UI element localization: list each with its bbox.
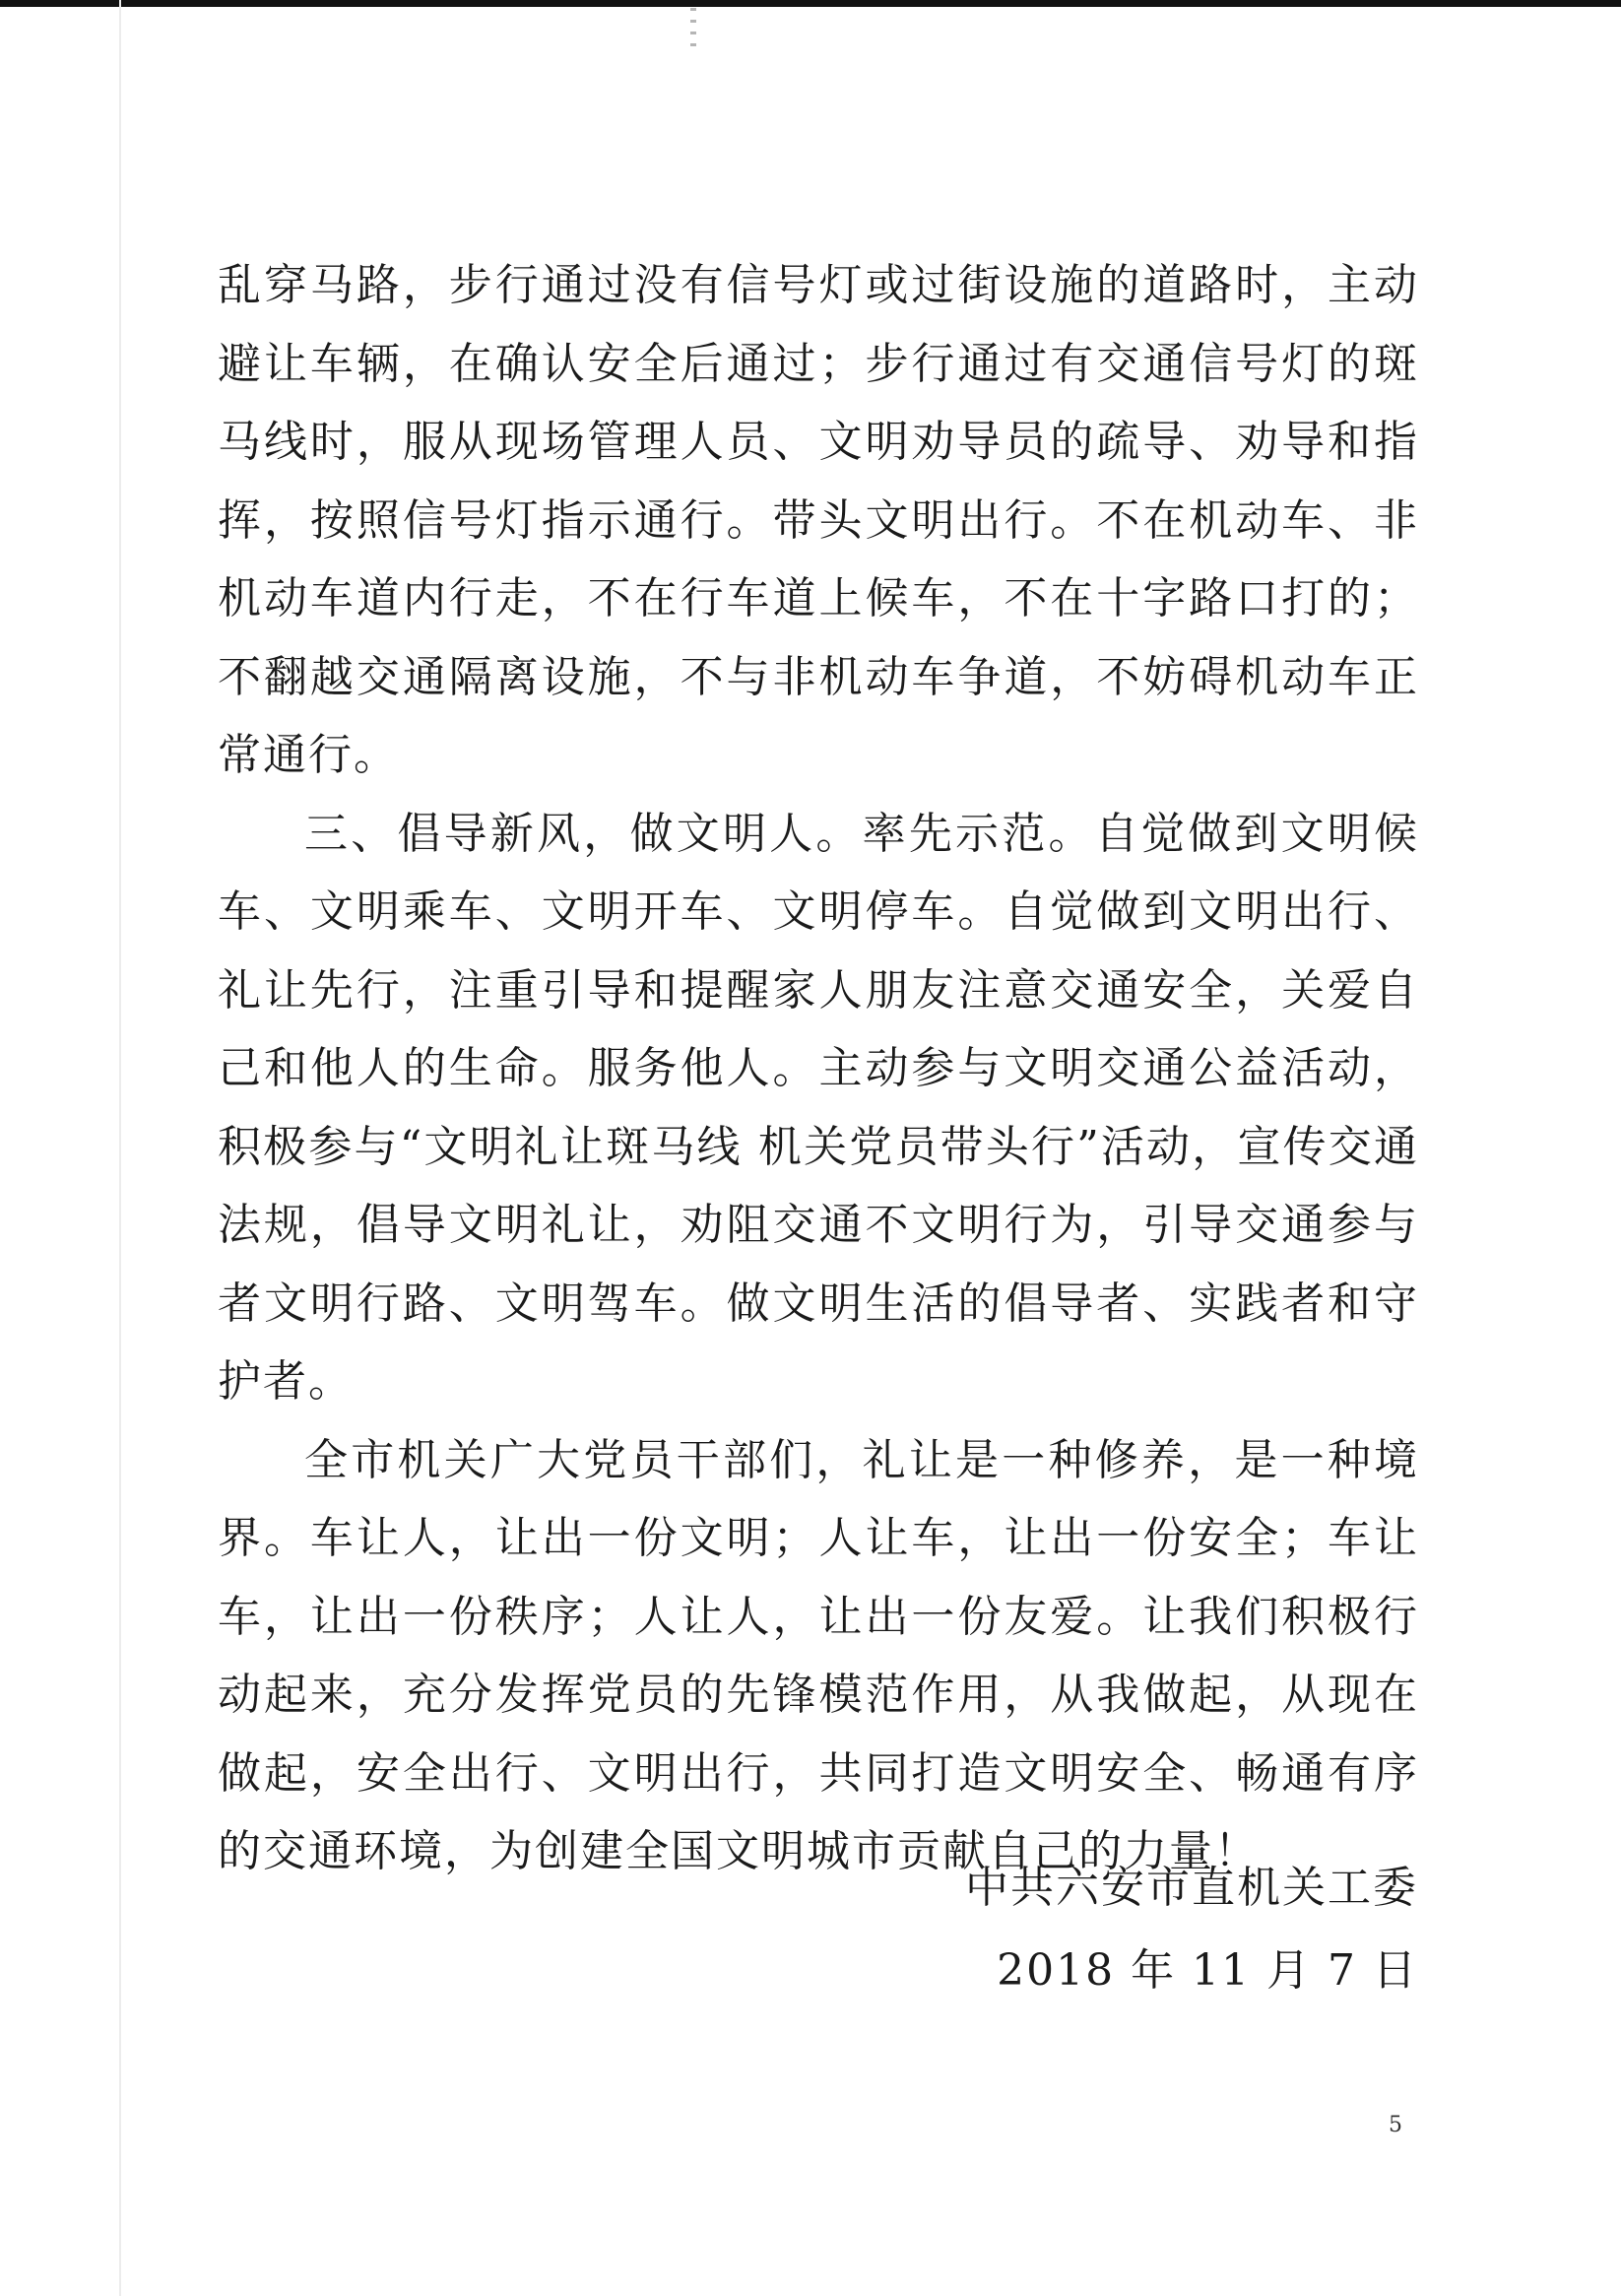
signature-organization: 中共六安市直机关工委 bbox=[965, 1863, 1418, 1913]
scan-top-edge bbox=[0, 0, 1621, 7]
paragraph-closing-appeal: 全市机关广大党员干部们，礼让是一种修养，是一种境界。车让人，让出一份文明；人让车，让出一份安全；车让车，让出一份秩序；人让人，让出一份友爱。让我们积极行动起来，充分发挥党员的先锋模范作用，从我做起，从现在做起，安全出行、文明出行，共同打造文明安全、畅通有序的交通环境，为创建全国文明城市贡献自己的力量！ bbox=[218, 1434, 1419, 1876]
paragraph-section-three: 三、倡导新风，做文明人。率先示范。自觉做到文明候车、文明乘车、文明开车、文明停车。自觉做到文明出行、礼让先行，注重引导和提醒家人朋友注意交通安全，关爱自己和他人的生命。服务他人。主动参与文明交通公益活动，积极参与“文明礼让斑马线 机关党员带头行”活动，宣传交通法规，倡导文明礼让，劝阻交通不文明行为，引导交通参与者文明行路、文明驾车。做文明生活的倡导者、实践者和守护者。 bbox=[218, 808, 1419, 1407]
page-number: 5 bbox=[1389, 2113, 1402, 2137]
document-body bbox=[218, 246, 1419, 1891]
signature-date: 2018 年 11 月 7 日 bbox=[997, 1945, 1418, 1996]
paragraph-continuation: 乱穿马路，步行通过没有信号灯或过街设施的道路时，主动避让车辆，在确认安全后通过；步行通过有交通信号灯的斑马线时，服从现场管理人员、文明劝导员的疏导、劝导和指挥，按照信号灯指示通行。带头文明出行。不在机动车、非机动车道内行走，不在行车道上候车，不在十字路口打的；不翻越交通隔离设施，不与非机动车争道，不妨碍机动车正常通行。 bbox=[218, 260, 1419, 780]
page-fold-line bbox=[119, 0, 121, 2296]
binding-hole-mark bbox=[686, 8, 700, 69]
